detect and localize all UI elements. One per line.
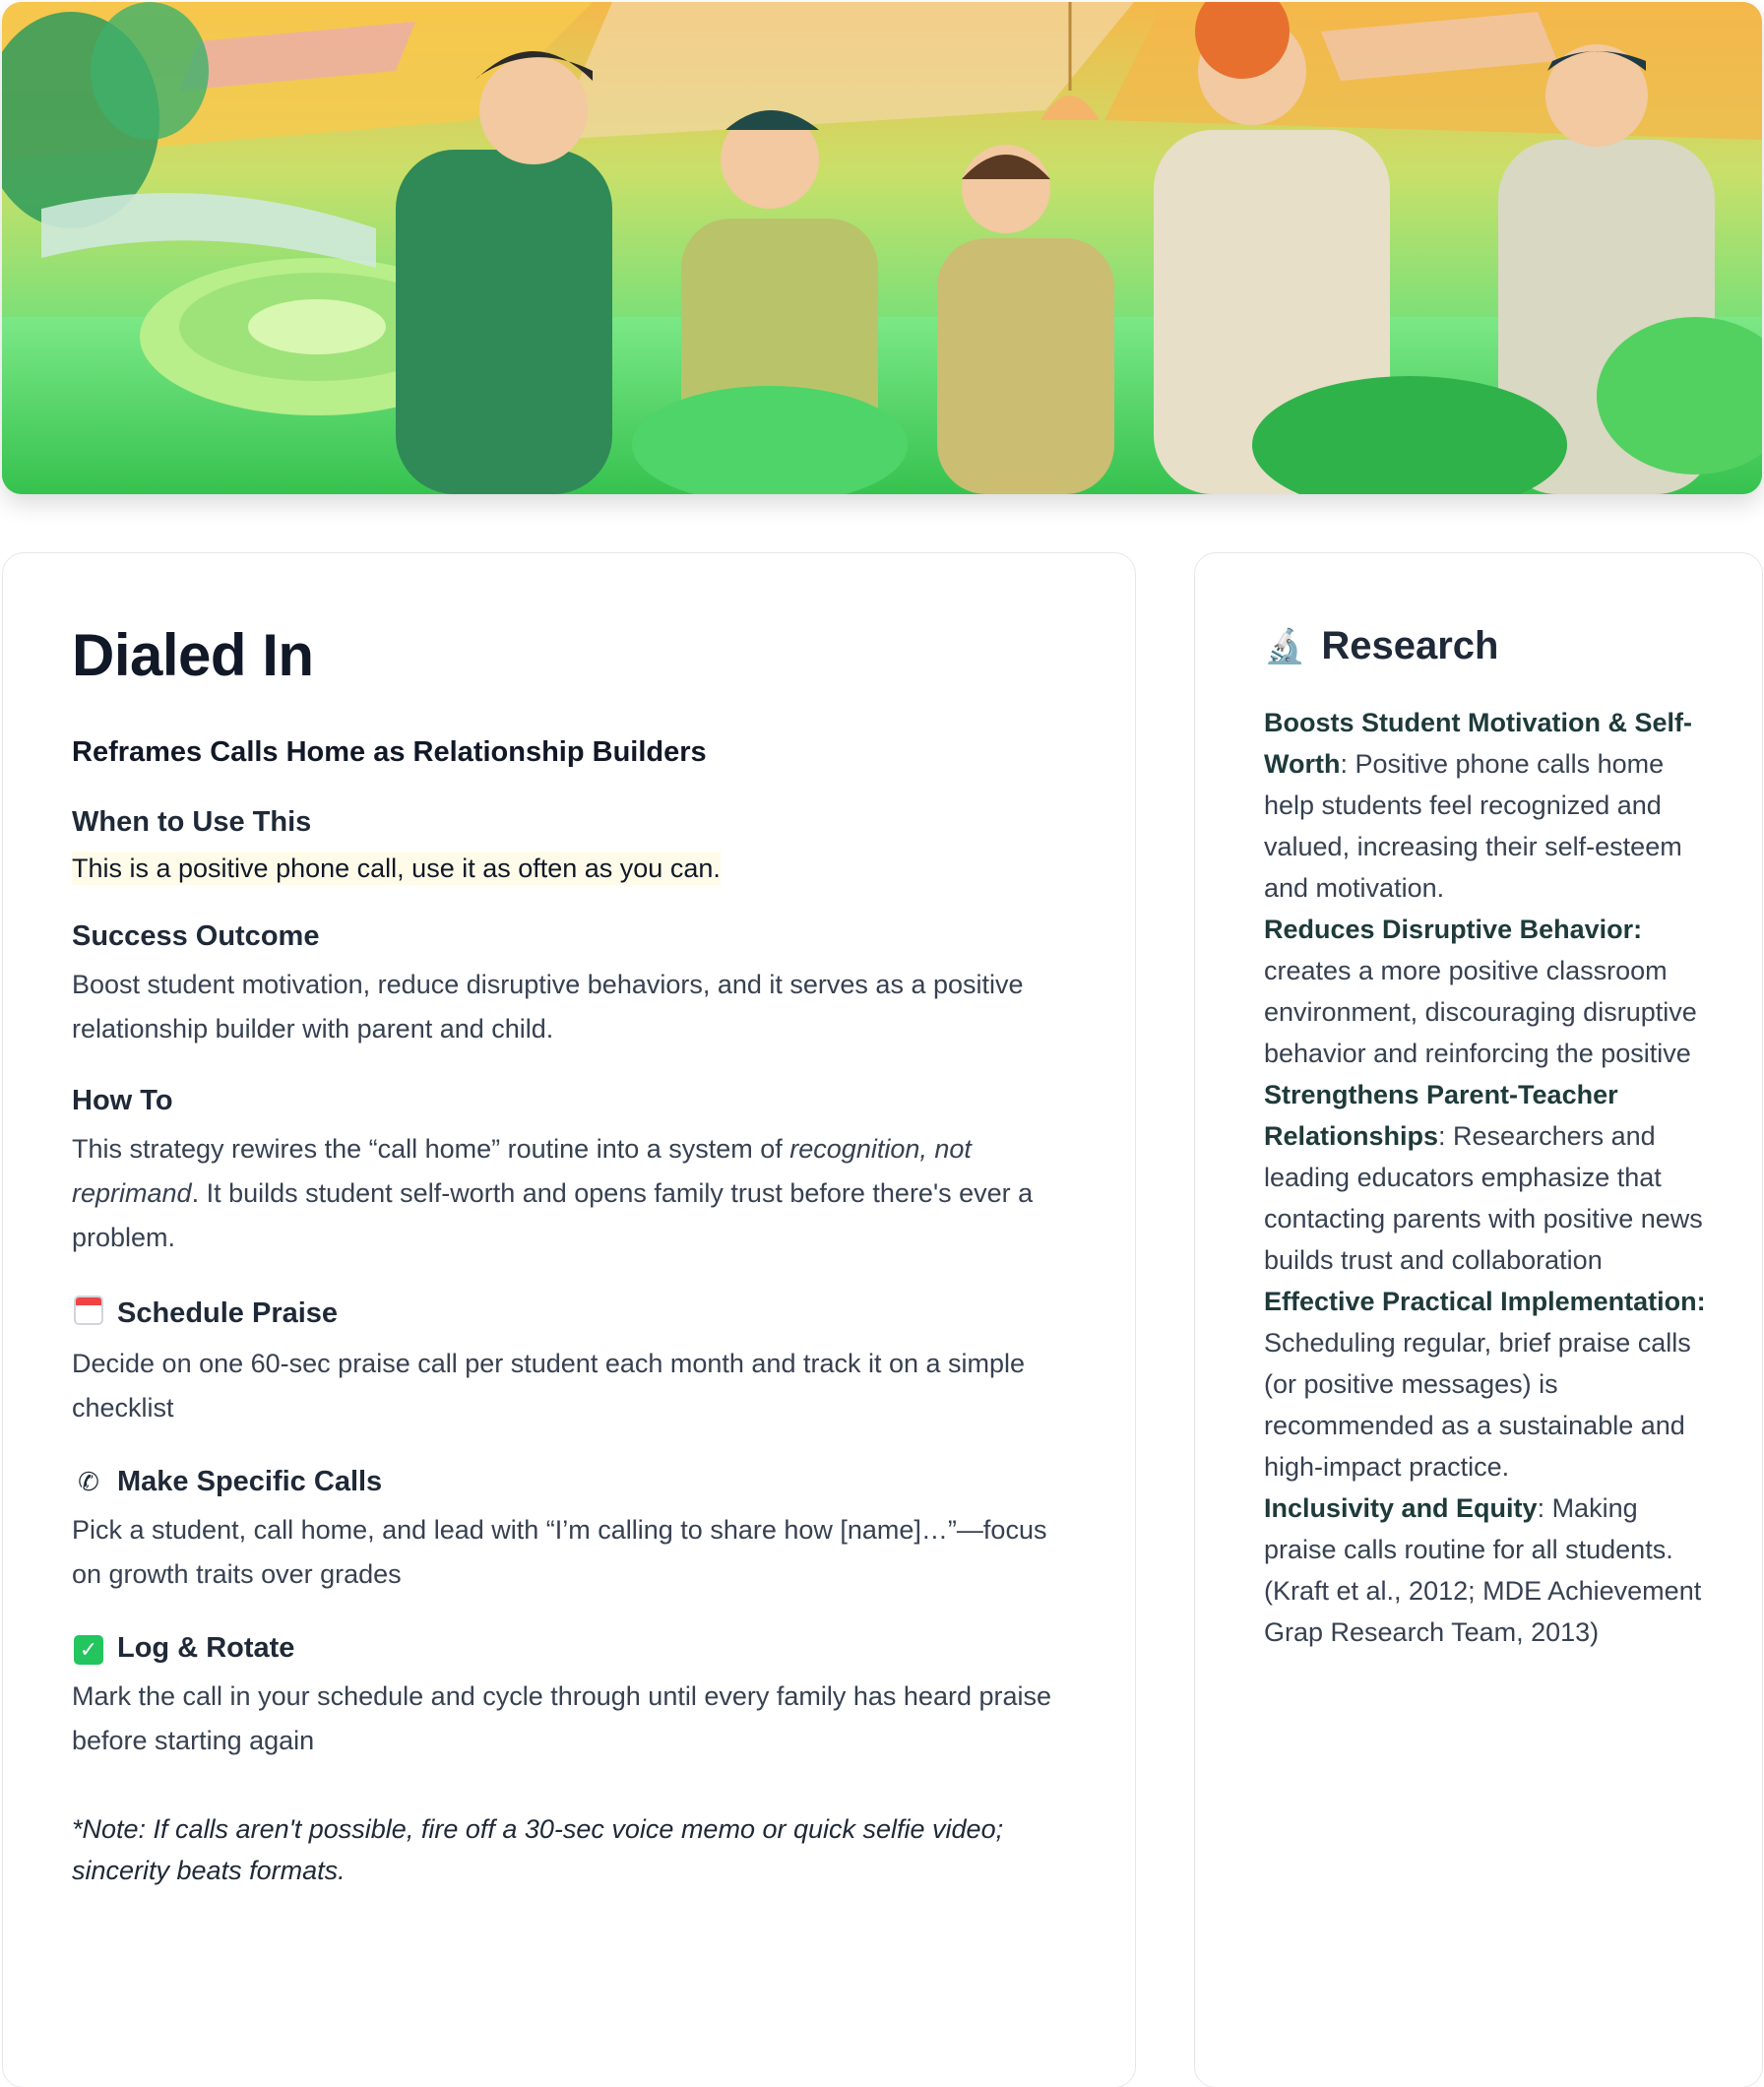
howto-heading: How To	[72, 1085, 173, 1116]
research-item	[1264, 702, 1707, 909]
hero-illustration	[2, 2, 1762, 494]
research-item-label: Inclusivity and Equity	[1264, 1493, 1538, 1523]
howto-text	[72, 1127, 1066, 1260]
step-log-text: Mark the call in your schedule and cycle through until every family has heard praise before starting again	[72, 1681, 1052, 1755]
strategy-subtitle: Reframes Calls Home as Relationship Builders	[72, 736, 707, 768]
research-item-text: Scheduling regular, brief praise calls (or positive messages) is recommended as a sustainable and high-impact practice.	[1264, 1328, 1691, 1482]
research-item-text: creates a more positive classroom environment, discouraging disruptive behavior and reinforcing the positive	[1264, 956, 1697, 1068]
step-schedule-text: Decide on one 60-sec praise call per student each month and track it on a simple checklist	[72, 1349, 1026, 1423]
strategy-card	[2, 552, 1136, 2087]
research-item-label: Strengthens Parent-Teacher Relationships	[1264, 1080, 1618, 1151]
checkmark-icon: ✓	[72, 1633, 105, 1665]
research-citation: (Kraft et al., 2012; MDE Achievement Grap Research Team, 2013)	[1264, 1576, 1702, 1647]
research-item-text: : Researchers and leading educators emphasize that contacting parents with positive news builds trust and collaboration	[1264, 1121, 1703, 1275]
howto-text-emphasis: recognition, not reprimand	[72, 1134, 972, 1208]
research-title: Research	[1321, 624, 1499, 667]
research-item	[1264, 1487, 1707, 1570]
research-item	[1264, 1281, 1707, 1487]
step-schedule-heading	[72, 1296, 1066, 1332]
research-item	[1264, 909, 1707, 1074]
when-text: This is a positive phone call, use it as often as you can.	[72, 854, 721, 883]
research-item	[1264, 1074, 1707, 1281]
page-title: Dialed In	[72, 622, 314, 688]
research-item-text: : Making praise calls routine for all students.	[1264, 1493, 1673, 1564]
research-list	[1264, 702, 1707, 1653]
research-item-text: : Positive phone calls home help students feel recognized and valued, increasing their self-esteem and motivation.	[1264, 749, 1682, 903]
when-heading: When to Use This	[72, 806, 312, 838]
step-calls-text: Pick a student, call home, and lead with “I’m calling to share how [name]…”—focus on growth traits over grades	[72, 1515, 1047, 1589]
step-schedule-title: Schedule Praise	[117, 1297, 339, 1329]
howto-text-start: This strategy rewires the “call home” routine into a system of	[72, 1134, 790, 1164]
calendar-icon	[72, 1296, 105, 1332]
when-text-block	[72, 847, 1066, 891]
research-heading	[1264, 624, 1707, 668]
step-log-title: Log & Rotate	[117, 1632, 295, 1664]
microscope-icon: 🔬	[1264, 627, 1306, 665]
research-item-label: Boosts Student Motivation & Self-Worth	[1264, 708, 1692, 779]
success-text: Boost student motivation, reduce disruptive behaviors, and it serves as a positive relationship builder with parent and child.	[72, 970, 1024, 1044]
step-calls-heading	[72, 1466, 1066, 1498]
step-calls-title: Make Specific Calls	[117, 1466, 383, 1497]
research-item-label: Effective Practical Implementation:	[1264, 1287, 1706, 1316]
howto-text-end: . It builds student self-worth and opens family trust before there's ever a problem.	[72, 1178, 1034, 1252]
hero-illustration-art	[2, 2, 1762, 494]
success-heading: Success Outcome	[72, 920, 320, 952]
step-log-heading	[72, 1632, 1066, 1665]
research-card	[1194, 552, 1763, 2087]
research-item-label: Reduces Disruptive Behavior:	[1264, 915, 1643, 944]
strategy-note: *Note: If calls aren't possible, fire off a 30-sec voice memo or quick selfie video; sincerity beats formats.	[72, 1814, 1004, 1885]
phone-icon: ✆	[78, 1467, 99, 1496]
